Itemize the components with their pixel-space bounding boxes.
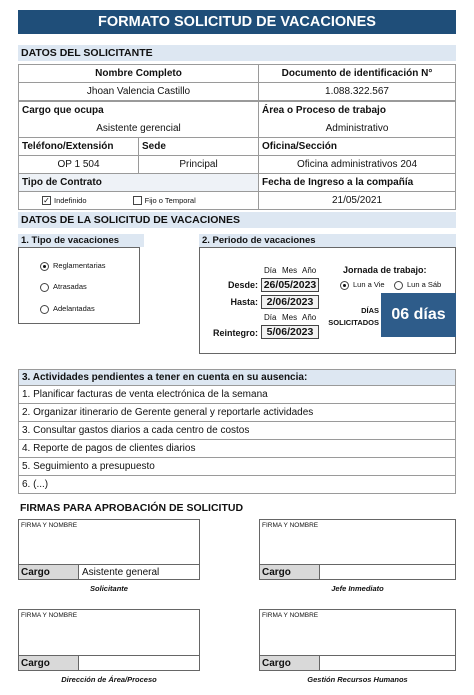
activity-row[interactable]: 3. Consultar gastos diarios a cada centro de costos [18, 422, 456, 440]
signature-caption-jefe: Jefe Inmediato [331, 584, 384, 593]
contract-table [18, 173, 456, 210]
position-label: Cargo que ocupa [19, 102, 259, 120]
signature-caption-solicitante: Solicitante [90, 584, 128, 593]
days-label-2: SOLICITADOS [328, 318, 379, 327]
start-date-value[interactable]: 21/05/2021 [259, 192, 456, 210]
cargo-value[interactable] [320, 565, 323, 579]
area-value[interactable]: Administrativo [259, 120, 456, 138]
option-reglamentarias[interactable]: Reglamentarias [40, 261, 106, 271]
date-header-month: Mes [282, 313, 298, 322]
radio-icon[interactable] [40, 305, 49, 314]
cargo-label: Cargo [260, 656, 320, 670]
date-header-month: Mes [282, 266, 298, 275]
return-label: Reintegro: [213, 328, 258, 338]
id-value[interactable]: 1.088.322.567 [259, 83, 456, 101]
signature-label: FIRMA Y NOMBRE [262, 522, 319, 529]
from-date[interactable]: 26/05/2023 [261, 278, 319, 292]
activity-row[interactable]: 2. Organizar itinerario de Gerente general y reportarle actividades [18, 404, 456, 422]
office-value[interactable]: Oficina administrativos 204 [259, 156, 456, 174]
cargo-row [19, 564, 199, 579]
activities-title: 3. Actividades pendientes a tener en cuenta en su ausencia: [18, 369, 456, 386]
to-label: Hasta: [230, 297, 258, 307]
signature-box-jefe[interactable] [259, 519, 456, 580]
site-value[interactable]: Principal [139, 156, 259, 174]
signature-label: FIRMA Y NOMBRE [262, 612, 319, 619]
office-label: Oficina/Sección [259, 138, 456, 156]
activity-row[interactable]: 4. Reporte de pagos de clientes diarios [18, 440, 456, 458]
schedule-option-lun-vie[interactable]: Lun a Vie [340, 280, 385, 290]
section-header-request: DATOS DE LA SOLICITUD DE VACACIONES [18, 212, 456, 228]
checkbox-icon[interactable] [133, 196, 142, 205]
start-date-label: Fecha de Ingreso a la compañía [259, 174, 456, 192]
position-value[interactable]: Asistente gerencial [19, 120, 259, 138]
id-label: Documento de identificación N° [259, 65, 456, 83]
date-header-year: Año [302, 266, 317, 275]
cargo-row [19, 655, 199, 670]
days-label-1: DÍAS [361, 306, 379, 315]
checkbox-checked-icon[interactable]: ✓ [43, 196, 50, 206]
signature-caption-rrhh: Gestión Recursos Humanos [307, 675, 408, 684]
signature-box-rrhh[interactable] [259, 609, 456, 671]
name-label: Nombre Completo [19, 65, 259, 83]
contract-label: Tipo de Contrato [19, 174, 259, 192]
from-label: Desde: [227, 280, 258, 290]
cargo-label: Cargo [19, 656, 79, 670]
contract-option-indefinido[interactable]: ✓ Indefinido [43, 195, 87, 206]
date-header-day: Día [264, 266, 277, 275]
contract-options [19, 192, 259, 210]
vacation-type-title: 1. Tipo de vacaciones [18, 234, 144, 247]
form-title: FORMATO SOLICITUD DE VACACIONES [18, 10, 456, 34]
vacation-period-title: 2. Periodo de vacaciones [199, 234, 456, 247]
return-date[interactable]: 5/06/2023 [261, 325, 319, 339]
signature-label: FIRMA Y NOMBRE [21, 612, 78, 619]
vacation-period-box [199, 247, 456, 354]
radio-icon[interactable] [40, 283, 49, 292]
to-date[interactable]: 2/06/2023 [261, 295, 319, 309]
cargo-value[interactable] [320, 656, 323, 670]
section-header-applicant: DATOS DEL SOLICITANTE [18, 45, 456, 61]
cargo-row [260, 655, 455, 670]
activity-row[interactable]: 5. Seguimiento a presupuesto [18, 458, 456, 476]
site-label: Sede [139, 138, 259, 156]
radio-selected-icon[interactable] [340, 281, 349, 290]
date-header-year: Año [302, 313, 317, 322]
signatures-title: FIRMAS PARA APROBACIÓN DE SOLICITUD [20, 502, 244, 514]
cargo-label: Cargo [260, 565, 320, 579]
schedule-option-lun-sab[interactable]: Lun a Sáb [394, 280, 441, 290]
contract-option-fijo[interactable]: Fijo o Temporal [133, 196, 196, 205]
option-atrasadas[interactable]: Atrasadas [40, 282, 87, 292]
days-requested-value: 06 días [381, 293, 456, 337]
cargo-value[interactable]: Asistente general [82, 566, 160, 578]
phone-value[interactable]: OP 1 504 [19, 156, 139, 174]
date-header-day: Día [264, 313, 277, 322]
contact-table [18, 137, 456, 174]
phone-label: Teléfono/Extensión [19, 138, 139, 156]
signature-label: FIRMA Y NOMBRE [21, 522, 78, 529]
signature-box-direccion[interactable] [18, 609, 200, 671]
option-adelantadas[interactable]: Adelantadas [40, 304, 95, 314]
name-value[interactable]: Jhoan Valencia Castillo [19, 83, 259, 101]
signature-box-solicitante[interactable] [18, 519, 200, 580]
radio-icon[interactable] [394, 281, 403, 290]
cargo-label: Cargo [19, 565, 79, 579]
activity-row[interactable]: 1. Planificar facturas de venta electrónica de la semana [18, 386, 456, 404]
activity-row[interactable]: 6. (...) [18, 476, 456, 494]
vacation-type-box [18, 247, 140, 324]
cargo-row [260, 564, 455, 579]
radio-selected-icon[interactable] [40, 262, 49, 271]
schedule-label: Jornada de trabajo: [343, 265, 427, 275]
position-table [18, 101, 456, 138]
signature-caption-direccion: Dirección de Área/Proceso [61, 675, 157, 684]
cargo-value[interactable] [79, 656, 82, 670]
area-label: Área o Proceso de trabajo [259, 102, 456, 120]
applicant-table [18, 64, 456, 101]
